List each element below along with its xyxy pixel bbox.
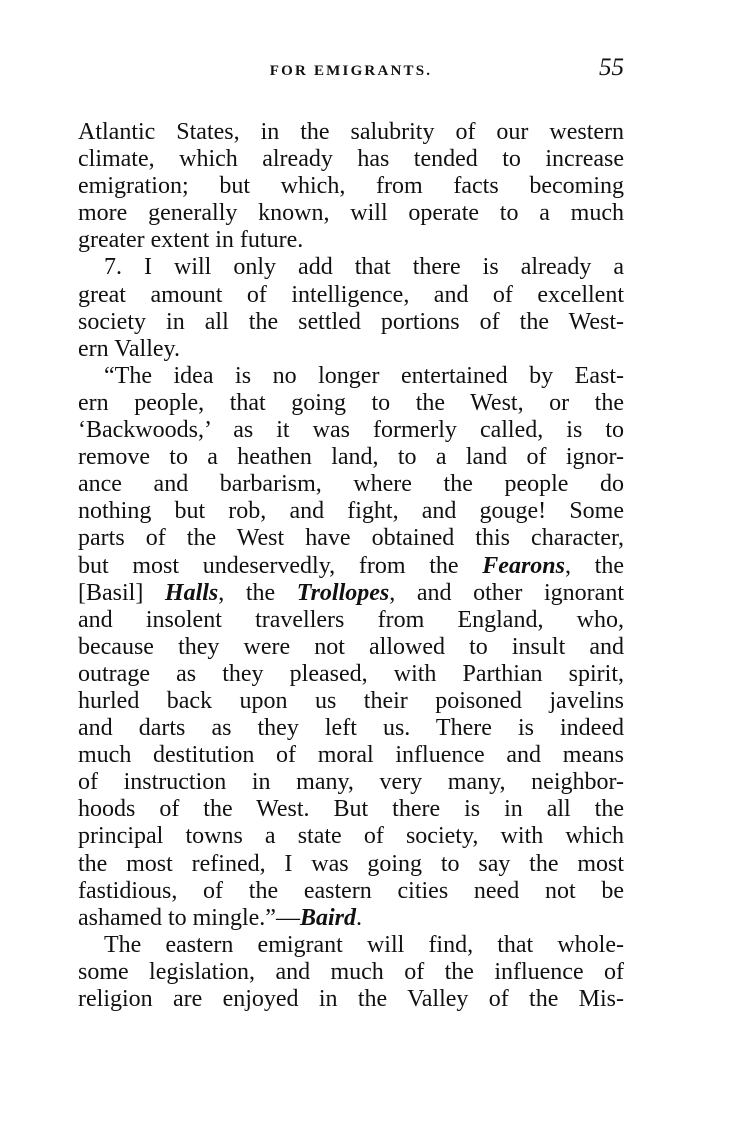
text-line: outrage as they pleased, with Parthian spirit, [78, 660, 624, 687]
text-line: parts of the West have obtained this character, [78, 525, 624, 552]
text-line: emigration; but which, from facts becoming [78, 173, 624, 200]
text-line: nothing but rob, and fight, and gouge! Some [78, 498, 624, 525]
italic-name: Fearons [482, 552, 565, 579]
text-line: remove to a heathen land, to a land of ignor- [78, 444, 624, 471]
text-line: hoods of the West. But there is in all the [78, 796, 624, 823]
text-line: great amount of intelligence, and of excellent [78, 281, 624, 308]
italic-name: Trollopes [296, 579, 390, 606]
text-run: , the [218, 579, 297, 606]
text-line: “The idea is no longer entertained by East- [104, 362, 624, 389]
text-line: and insolent travellers from England, who, [78, 606, 624, 633]
text-run: ashamed to mingle.”— [78, 904, 300, 931]
text-line: ern Valley. [78, 335, 180, 362]
text-line: principal towns a state of society, with which [78, 823, 624, 850]
text-line: society in all the settled portions of the West- [78, 308, 624, 335]
italic-name: Baird [299, 904, 356, 931]
text-line: and darts as they left us. There is indeed [78, 715, 624, 742]
running-head: FOR EMIGRANTS. [269, 63, 433, 79]
text-line: because they were not allowed to insult and [78, 633, 624, 660]
text-line [78, 905, 624, 932]
italic-name: Halls [164, 579, 219, 606]
text-line: greater extent in future. [78, 227, 304, 254]
page-header [78, 52, 624, 96]
book-page [78, 52, 624, 1013]
text-line: of instruction in many, very many, neighbor- [78, 769, 624, 796]
text-line: fastidious, of the eastern cities need not be [78, 877, 624, 904]
text-line: The eastern emigrant will find, that whole- [104, 931, 624, 958]
text-line: the most refined, I was going to say the most [78, 850, 624, 877]
text-line: ‘Backwoods,’ as it was formerly called, is to [78, 417, 624, 444]
text-line: religion are enjoyed in the Valley of the Mis- [78, 986, 624, 1012]
text-line: much destitution of moral influence and means [78, 742, 624, 769]
text-line: climate, which already has tended to increase [78, 146, 624, 173]
text-line: Atlantic States, in the salubrity of our western [78, 119, 624, 145]
text-line: ance and barbarism, where the people do [78, 471, 624, 498]
text-line [78, 580, 624, 607]
text-line: hurled back upon us their poisoned javelins [78, 687, 624, 714]
text-line: 7. I will only add that there is already a [104, 254, 624, 281]
text-run: , and other ignorant [389, 579, 624, 606]
text-line: more generally known, will operate to a much [78, 200, 624, 227]
text-line [78, 553, 624, 580]
body-text [78, 119, 624, 1013]
text-line: ern people, that going to the West, or the [78, 389, 624, 416]
page-number: 55 [599, 54, 624, 81]
text-run: [Basil] [78, 579, 165, 606]
text-run: but most undeservedly, from the [78, 552, 483, 579]
text-run: . [355, 904, 362, 931]
text-run: , the [564, 552, 624, 579]
text-line: some legislation, and much of the influence of [78, 958, 624, 985]
